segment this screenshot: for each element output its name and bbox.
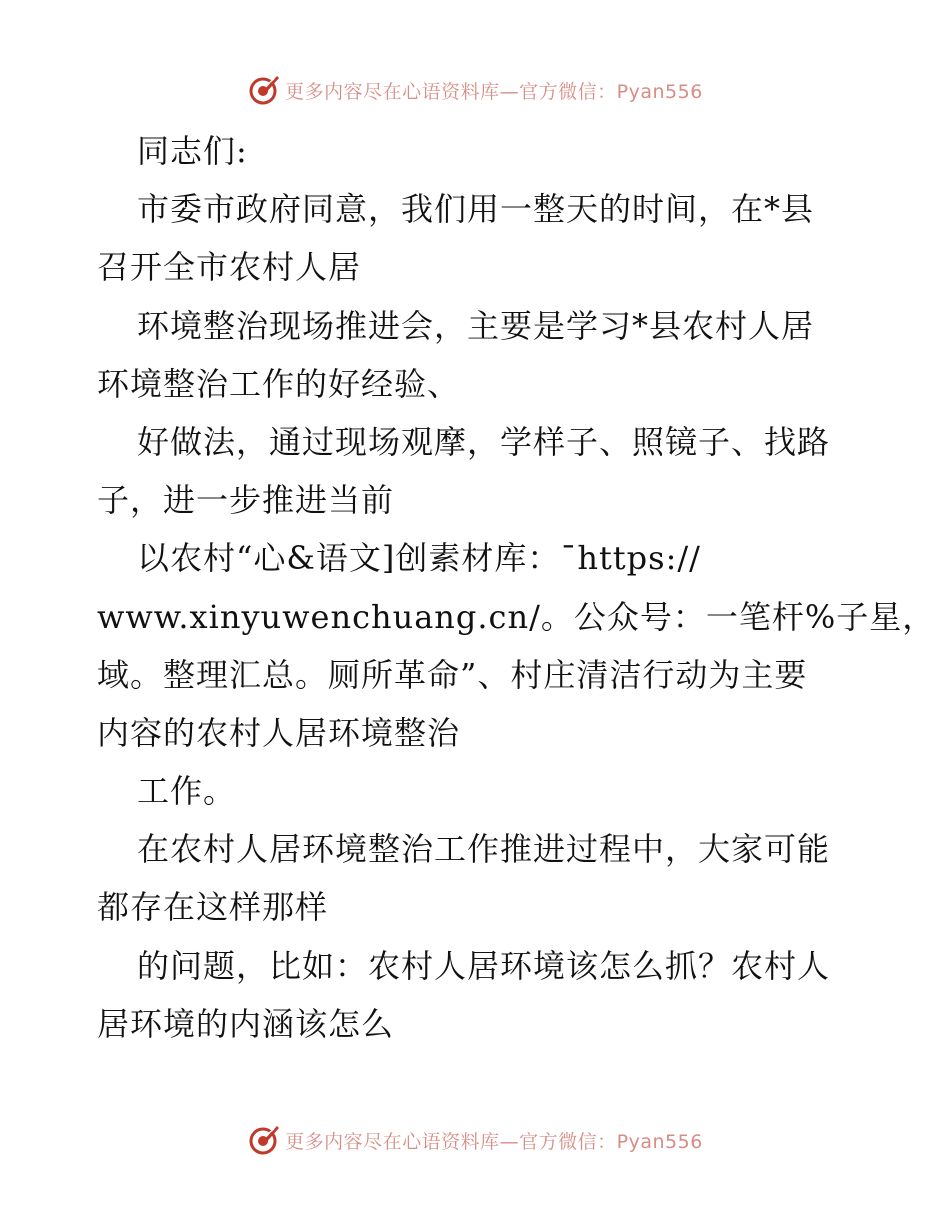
document-body: [97, 122, 936, 1053]
paragraph-line: 好做法，通过现场观摩，学样子、照镜子、找路: [137, 422, 831, 461]
footer-watermark-text: 更多内容尽在心语资料库—官方微信：Pyan556: [285, 1130, 703, 1153]
paragraph-line: 都存在这样那样: [97, 888, 329, 927]
paragraph-line: 子，进一步推进当前: [97, 481, 395, 520]
footer-watermark-banner: [0, 1120, 950, 1160]
paragraph-line: 市委市政府同意，我们用一整天的时间，在*县: [137, 190, 815, 229]
header-watermark-banner: [0, 70, 950, 110]
paragraph-line: 工作。: [137, 772, 237, 811]
paragraph-line: 居环境的内涵该怎么: [97, 1004, 395, 1043]
paragraph-line: 的问题，比如：农村人居环境该怎么抓？农村人: [137, 946, 831, 985]
paragraph-line: 以农村“心&语文]创素材库：¯https://: [137, 539, 701, 578]
paragraph-line: 环境整治现场推进会，主要是学习*县农村人居: [137, 306, 815, 345]
paragraph-line: 同志们:: [137, 132, 248, 170]
quill-pen-logo-icon: [247, 1123, 281, 1157]
paragraph-line: 环境整治工作的好经验、: [97, 364, 461, 403]
paragraph-line: 内容的农村人居环境整治: [97, 713, 461, 752]
paragraph-line: www.xinyuwenchuang.cn/。公众号：一笔杆%子星，: [97, 597, 936, 636]
paragraph-line: 在农村人居环境整治工作推进过程中，大家可能: [137, 830, 831, 869]
header-watermark-text: 更多内容尽在心语资料库—官方微信：Pyan556: [285, 80, 703, 103]
paragraph-line: 域。整理汇总。厕所革命”、村庄清洁行动为主要: [97, 655, 808, 694]
paragraph-line: 召开全市农村人居: [97, 248, 362, 287]
quill-pen-logo-icon: [247, 73, 281, 107]
